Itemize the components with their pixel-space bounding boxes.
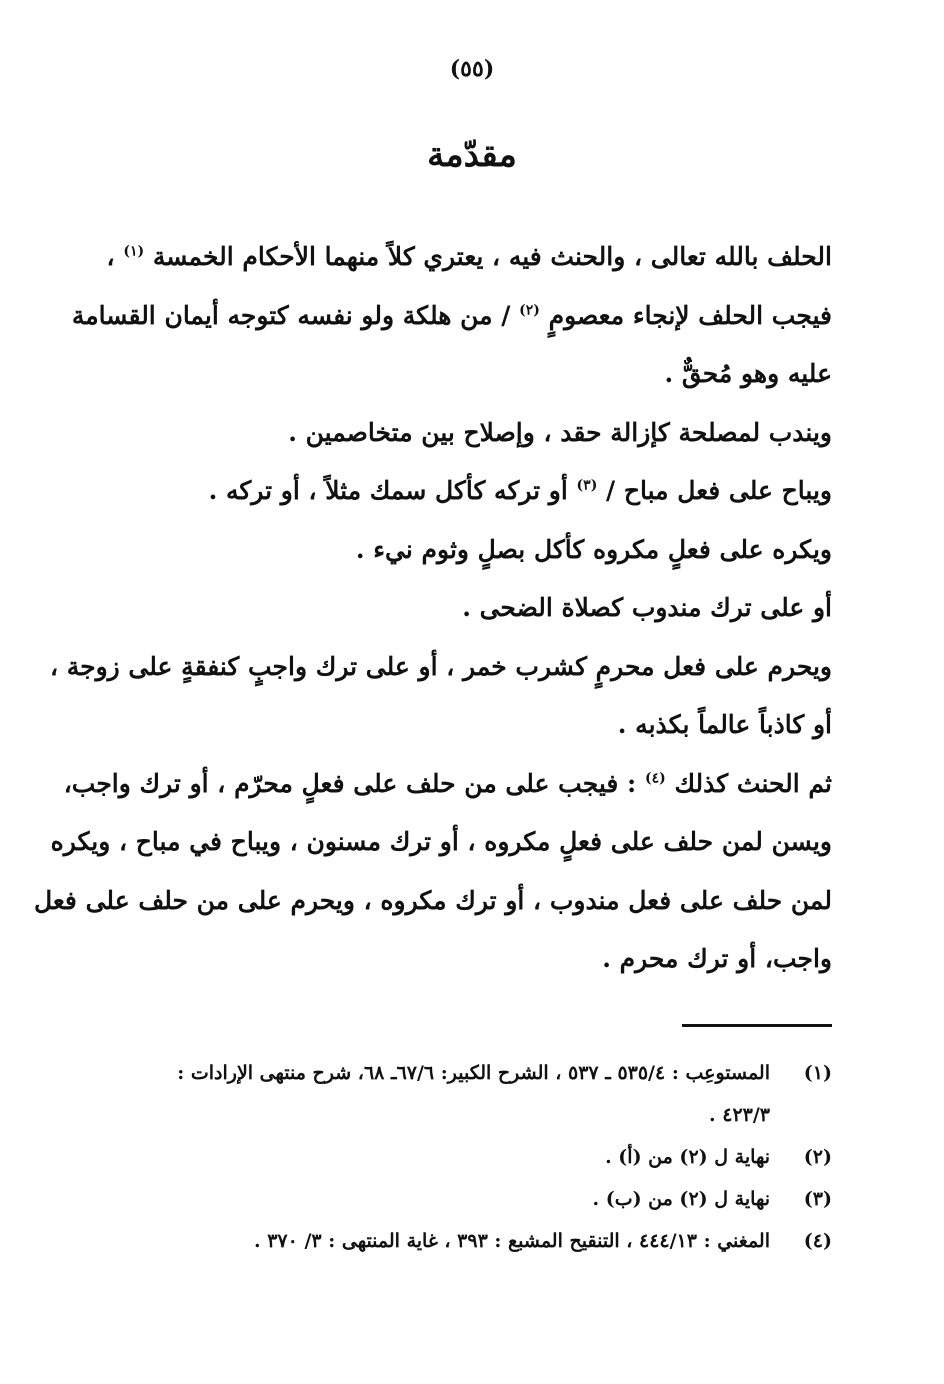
body-text bbox=[33, 228, 832, 989]
footnote-number: (٤) bbox=[803, 1230, 832, 1252]
paragraph-line: ويكره على فعلٍ مكروه كأكل بصلٍ وثوم نيء . bbox=[355, 534, 832, 564]
footnote-item bbox=[112, 1178, 832, 1220]
footnotes bbox=[112, 1052, 832, 1262]
footnote-text: نهاية ل (٢) من (ب) . bbox=[592, 1188, 770, 1210]
footnote-ref[interactable]: (٢) bbox=[519, 302, 540, 319]
footnote-separator bbox=[682, 1024, 832, 1027]
footnote-number: (٢) bbox=[803, 1146, 832, 1168]
paragraph-line: ويحرم على فعل محرمٍ كشرب خمر ، أو على ترك واجبٍ كنفقةٍ على زوجة ، bbox=[49, 651, 832, 681]
paragraph-line: أو على ترك مندوب كصلاة الضحى . bbox=[462, 593, 832, 622]
footnote-item bbox=[112, 1136, 832, 1178]
paragraph-line: عليه وهو مُحقٌّ . bbox=[664, 359, 832, 388]
paragraph-line: ويسن لمن حلف على فعلٍ مكروه ، أو ترك مسنون ، ويباح في مباح ، ويكره bbox=[50, 827, 832, 856]
line-text: الحلف بالله تعالى ، والحنث فيه ، يعتري كلاً منهما الأحكام الخمسة bbox=[152, 242, 832, 271]
paragraph-line: لمن حلف على فعل مندوب ، أو ترك مكروه ، ويحرم على من حلف على فعل bbox=[33, 885, 832, 915]
line-text: : فيجب على من حلف على فعلٍ محرّم ، أو ترك واجب، bbox=[63, 768, 637, 798]
page-number: (٥٥) bbox=[449, 56, 495, 82]
line-text: ثم الحنث كذلك bbox=[674, 768, 832, 798]
paragraph-line bbox=[112, 462, 832, 521]
line-text: أو تركه كأكل سمك مثلاً ، أو تركه . bbox=[208, 476, 568, 505]
footnote-text-line: المستوعِب : ٥٣٥/٤ ـ ٥٣٧ ، الشرح الكبير: ٦٧/٦ـ ٦٨، شرح منتهى الإرادات : bbox=[177, 1062, 770, 1084]
footnote-number: (٣) bbox=[803, 1188, 832, 1210]
paragraph-line: أو كاذباً عالماً بكذبه . bbox=[617, 710, 832, 739]
footnote-number: (١) bbox=[803, 1062, 832, 1084]
footnote-text: نهاية ل (٢) من (أ) . bbox=[605, 1146, 770, 1168]
footnote-text bbox=[112, 1052, 770, 1136]
page-title: مقدّمة bbox=[427, 135, 517, 175]
footnote-ref[interactable]: (٤) bbox=[644, 770, 666, 787]
footnote-item bbox=[112, 1220, 832, 1262]
paragraph-line bbox=[106, 228, 832, 287]
footnote-text: المغني : ٤٤٤/١٣ ، التنقيح المشبع : ٣٩٣ ، غاية المنتهى : ٣/ ٣٧٠ . bbox=[253, 1230, 770, 1252]
footnote-ref[interactable]: (٣) bbox=[576, 477, 598, 494]
paragraph-line: ويندب لمصلحة كإزالة حقد ، وإصلاح بين متخاصمين . bbox=[288, 417, 832, 447]
footnote-ref[interactable]: (١) bbox=[123, 243, 145, 260]
line-text: ويباح على فعل مباح / bbox=[606, 476, 832, 505]
line-text: / من هلكة ولو نفسه كتوجه أيمان القسامة bbox=[71, 300, 511, 330]
paragraph-line bbox=[63, 755, 832, 814]
footnote-text-line: ٤٢٣/٣ . bbox=[709, 1104, 770, 1126]
paragraph-line: واجب، أو ترك محرم . bbox=[602, 944, 832, 973]
line-text: فيجب الحلف لإنجاء معصومٍ bbox=[548, 300, 832, 330]
footnote-item bbox=[112, 1052, 832, 1136]
paragraph-line bbox=[71, 287, 832, 346]
line-text: ، bbox=[106, 242, 115, 271]
